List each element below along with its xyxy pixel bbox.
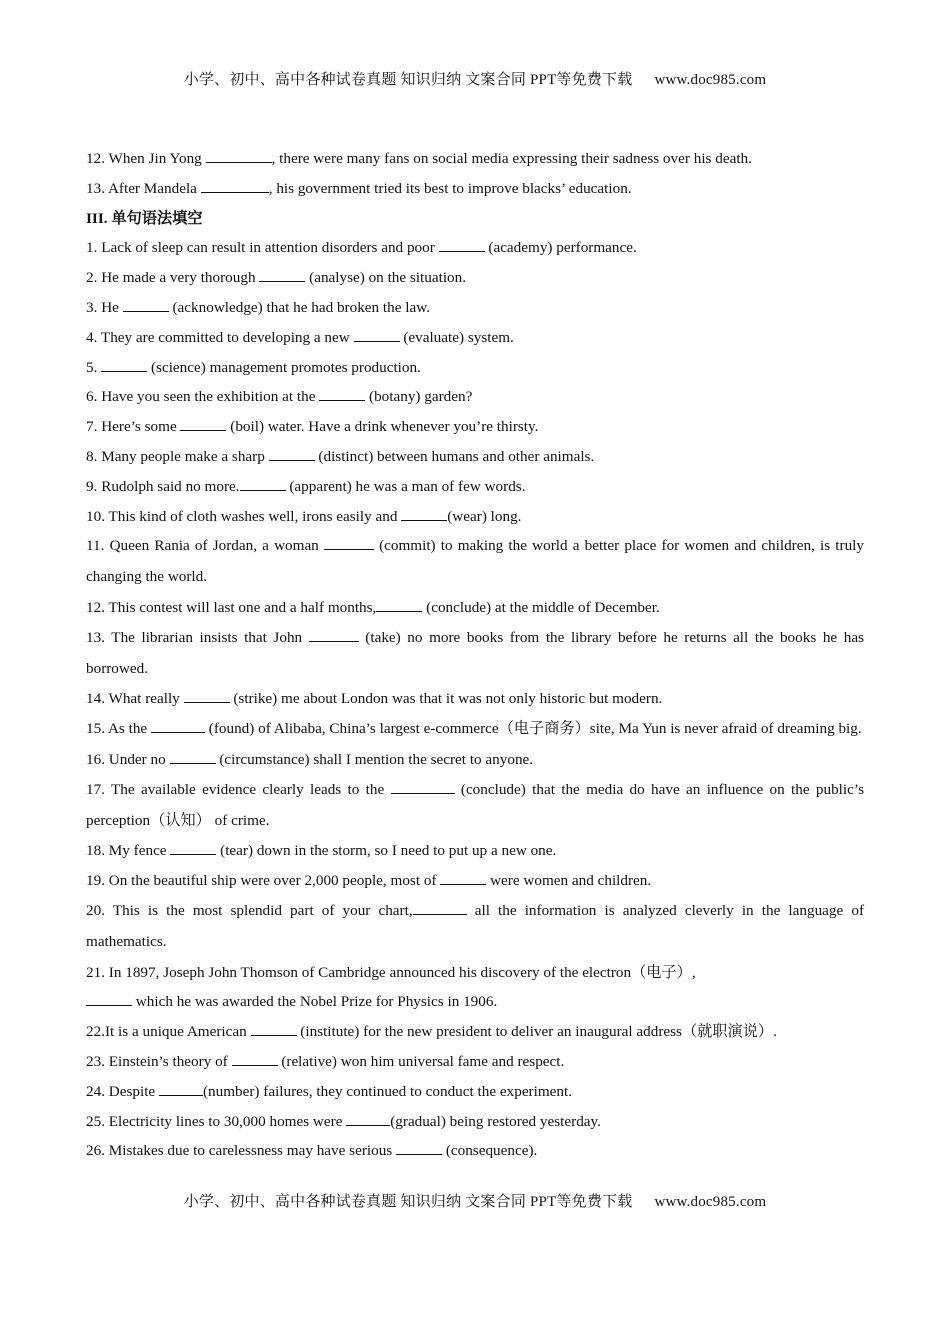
- page-header: [0, 68, 950, 89]
- question-9: 9. Rudolph said no more. (apparent) he was a man of few words.: [86, 477, 526, 495]
- answer-blank[interactable]: [439, 237, 485, 252]
- answer-blank[interactable]: [396, 1140, 442, 1155]
- question-26: 26. Mistakes due to carelessness may have serious (consequence).: [86, 1142, 538, 1160]
- header-text: 小学、初中、高中各种试卷真题 知识归纳 文案合同 PPT等免费下载: [183, 72, 633, 88]
- answer-blank[interactable]: [123, 297, 169, 312]
- question-3: 3. He (acknowledge) that he had broken the law.: [86, 298, 431, 316]
- answer-blank[interactable]: [170, 749, 216, 764]
- answer-blank[interactable]: [240, 476, 286, 491]
- answer-blank[interactable]: [170, 840, 216, 855]
- answer-blank[interactable]: [354, 327, 400, 342]
- question-25: 25. Electricity lines to 30,000 homes were (gradual) being restored yesterday.: [86, 1112, 601, 1130]
- question-19: 19. On the beautiful ship were over 2,000 people, most of were women and children.: [86, 872, 652, 890]
- question-8: 8. Many people make a sharp (distinct) between humans and other animals.: [86, 447, 595, 465]
- answer-blank[interactable]: [440, 870, 486, 885]
- question-18: 18. My fence (tear) down in the storm, so I need to put up a new one.: [86, 842, 557, 860]
- question-22: 22.It is a unique American (institute) for the new president to deliver an inaugural address（就职演说）.: [86, 1023, 777, 1041]
- question-prev-12: 12. When Jin Yong , there were many fans on social media expressing their sadness over his death.: [86, 150, 752, 167]
- question-prev-13: 13. After Mandela , his government tried its best to improve blacks’ education.: [86, 179, 632, 197]
- question-16: 16. Under no (circumstance) shall I mention the secret to anyone.: [86, 750, 534, 768]
- answer-blank[interactable]: [269, 446, 315, 461]
- answer-blank[interactable]: [101, 357, 147, 372]
- question-17: 17. The available evidence clearly leads to the (conclude) that the media do have an influence on the public’s perception（认知） of crime.: [86, 780, 864, 829]
- question-13: 13. The librarian insists that John (take) no more books from the library before he returns all the books he has borrowed.: [86, 628, 864, 677]
- question-12: 12. This contest will last one and a half months, (conclude) at the middle of December.: [86, 598, 660, 616]
- footer-url: www.doc985.com: [654, 1194, 767, 1210]
- answer-blank[interactable]: [86, 991, 132, 1006]
- question-7: 7. Here’s some (boil) water. Have a drink whenever you’re thirsty.: [86, 418, 539, 436]
- question-21: 21. In 1897, Joseph John Thomson of Cambridge announced his discovery of the electron（电子）,: [86, 963, 696, 981]
- answer-blank[interactable]: [376, 597, 422, 612]
- answer-blank[interactable]: [180, 416, 226, 431]
- question-21-cont: which he was awarded the Nobel Prize for Physics in 1906.: [86, 987, 864, 1017]
- answer-blank[interactable]: [391, 779, 455, 794]
- question-14: 14. What really (strike) me about London was that it was not only historic but modern.: [86, 690, 663, 708]
- answer-blank[interactable]: [401, 506, 447, 521]
- question-1: 1. Lack of sleep can result in attention disorders and poor (academy) performance.: [86, 239, 637, 257]
- question-11: 11. Queen Rania of Jordan, a woman (commit) to making the world a better place for women and children, is truly changing the world.: [86, 537, 864, 586]
- question-24: 24. Despite (number) failures, they continued to conduct the experiment.: [86, 1082, 573, 1100]
- answer-blank[interactable]: [232, 1051, 278, 1066]
- question-10: 10. This kind of cloth washes well, irons easily and (wear) long.: [86, 507, 522, 525]
- answer-blank[interactable]: [319, 386, 365, 401]
- answer-blank[interactable]: [151, 718, 205, 733]
- footer-text: 小学、初中、高中各种试卷真题 知识归纳 文案合同 PPT等免费下载: [183, 1194, 633, 1210]
- answer-blank[interactable]: [413, 900, 467, 915]
- page-footer: [0, 1190, 950, 1211]
- answer-blank[interactable]: [159, 1081, 203, 1096]
- answer-blank[interactable]: [259, 267, 305, 282]
- answer-blank[interactable]: [206, 148, 272, 163]
- answer-blank[interactable]: [324, 535, 374, 550]
- question-6: 6. Have you seen the exhibition at the (botany) garden?: [86, 388, 473, 406]
- answer-blank[interactable]: [201, 178, 269, 193]
- answer-blank[interactable]: [251, 1021, 297, 1036]
- answer-blank[interactable]: [184, 688, 230, 703]
- section-title: III. 单句语法填空: [86, 209, 203, 227]
- question-23: 23. Einstein’s theory of (relative) won him universal fame and respect.: [86, 1052, 565, 1070]
- question-15: 15. As the (found) of Alibaba, China’s largest e-commerce（电子商务）site, Ma Yun is never afraid of dreaming big.: [86, 720, 862, 738]
- answer-blank[interactable]: [346, 1111, 390, 1126]
- question-20: 20. This is the most splendid part of your chart, all the information is analyzed cleverly in the language of mathematics.: [86, 901, 865, 950]
- document-body: [86, 144, 864, 1166]
- question-2: 2. He made a very thorough (analyse) on the situation.: [86, 269, 467, 287]
- answer-blank[interactable]: [309, 627, 359, 642]
- header-url: www.doc985.com: [654, 72, 767, 88]
- question-4: 4. They are committed to developing a new (evaluate) system.: [86, 328, 514, 346]
- question-5: 5. (science) management promotes production.: [86, 358, 421, 376]
